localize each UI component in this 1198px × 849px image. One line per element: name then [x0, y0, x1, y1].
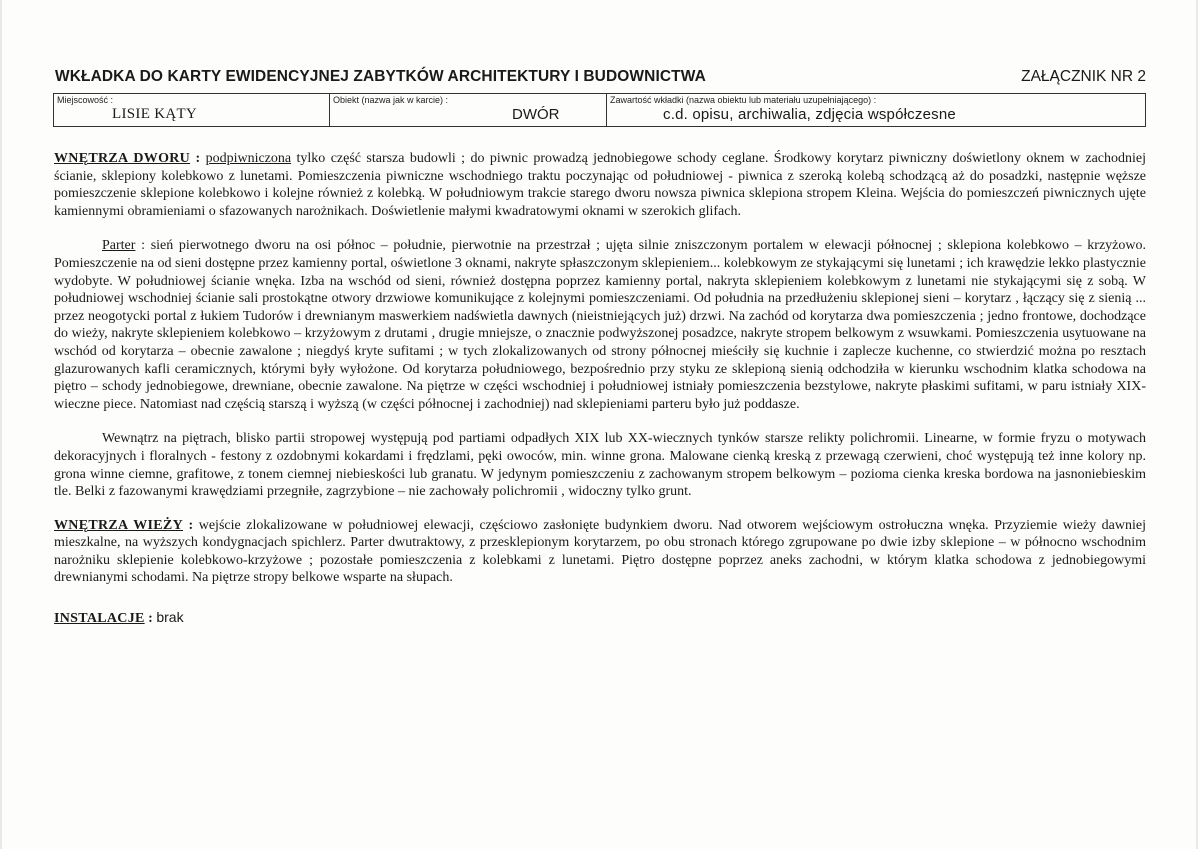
upper-floors-text: Wewnątrz na piętrach, blisko partii stropowej występują pod partiami odpadłych XIX lub XX-wiecznych tynków starsze relikty polichromii. Linearne, w formie fryzu o motywach dekoracyjnych i floralnych - festony z ozdobnymi kokardami i frędzlami, pęki owoców, min. winne grona. Malowane cienką kreską z przewagą czerwieni, choć występują też inne kolory np. grona winne ciemne, grafitowe, z tonem ciemnej niebieskości lub granatu. W jedynym pomieszczeniu z zachowanym stropem belkowym – pozioma cienka kreska bordowa na jasnoniebieskim tle. Belki z fazowanymi krawędziami przegniłe, zagrzybione – nie zachowały polichromii , widoczny tylko grunt.	[54, 431, 1146, 500]
header-fields	[53, 93, 1146, 127]
ground-floor-paragraph	[54, 237, 1146, 413]
installations-text: brak	[156, 609, 184, 626]
interiors-text: tylko część starsza budowli ; do piwnic prowadzą jednobiegowe schody ceglane. Środkowy korytarz piwniczny doświetlony oknem w zachodniej ścianie, sklepiony kolebkowo z lunetami. Pomieszczenia piwniczne wschodniego traktu poczynając od południowej - piwnica z szeroką kolebą schodzącą aż do posadzki, następnie węższe pomieszczenie sklepione kolebkowo i kolejne również z kolebką. W południowym trakcie starego dworu nowsza piwnica sklepiona stropem Kleina. Wejścia do pomieszczeń piwnicznych ujęte kamiennymi obramieniami o sfazowanych narożnikach. Doświetlenie małymi kwadratowymi oknami w szerokich glifach.	[54, 151, 1147, 219]
ground-floor-text: : sień pierwotnego dworu na osi północ – południe, pierwotnie na przestrzał ; ujęta silnie zniszczonym portalem w elewacji północnej ; sklepiona kolebkowo – krzyżowo. Pomieszczenie na od sieni dostępne przez kamienny portal, oświetlone 3 oknami, nakryte spłaszczonym sklepieniem... kolebkowym ze stykającymi się lunetami ; ich krawędzie lekko plastycznie wydobyte. W południowej ścianie wnęka. Izba na wschód od sieni, również dostępna poprzez kamienny portal, nakryta sklepieniem kolebkowym z lunetami nie stykającymi się z sobą. W południowej wschodniej ścianie sali prostokątne otwory drzwiowe komunikujące z kolejnymi pomieszczeniami. Od południa na przedłużeniu sklepionej sieni – korytarz , łączący się z sienią ... przez neogotycki portal z łukiem Tudorów i drewnianym maswerkiem nadświetla dawnych (nieistniejących już) drzwi. Na zachód od korytarza dwa pomieszczenia ; jedno frontowe, dochodzące do wieży, nakryte sklepieniem kolebkowo – krzyżowym z drutami , drugie mniejsze, o znacznie podwyższonej posadzce, nakryte stropem belkowym z wsuwkami. Pomieszczenia usytuowane na wschód od korytarza – obecnie zawalone ; niegdyś kryte sufitami ; w tych zlokalizowanych od strony północnej mieściły się kuchnie i zaplecze kuchenne, co stwierdzić można po resztach glazurowanych kafli ceramicznych, którymi były wyłożone. Od korytarza południowego, bezpośrednio przy styku ze sklepioną sienią odchodziła w kierunku wschodnim klatka schodowa na piętro – schody jednobiegowe, drewniane, obecnie zawalone. Na piętrze w części wschodniej i południowej istniały pomieszczenia bezstylowe, nakryte płaskimi sufitami, w paru istniały XIX-wieczne piece. Natomiast nad częścią starszą i wyższą (w części północnej i zachodniej) nad sklepieniami parteru było już poddasze.	[54, 238, 1147, 412]
content-value: c.d. opisu, archiwalia, zdjęcia współczesne	[663, 106, 956, 123]
locality-value: LISIE KĄTY	[112, 106, 198, 122]
installations-heading: INSTALACJE	[54, 611, 145, 627]
description-body	[54, 150, 1146, 628]
object-label: Obiekt (nazwa jak w karcie) :	[333, 95, 449, 105]
tower-heading: WNĘTRZA WIEŻY	[54, 517, 183, 533]
interiors-lead: podpiwniczona	[205, 151, 292, 166]
ground-floor-lead: Parter	[102, 238, 136, 254]
object-value: DWÓR	[512, 106, 560, 123]
object-field	[330, 94, 607, 126]
content-label: Zawartość wkładki (nazwa obiektu lub materiału uzupełniającego) :	[610, 95, 877, 105]
interiors-colon: :	[195, 151, 201, 166]
locality-field	[54, 94, 330, 126]
annex-label: ZAŁĄCZNIK NR 2	[1021, 68, 1146, 85]
tower-paragraph	[54, 517, 1146, 587]
interiors-paragraph	[54, 150, 1146, 220]
interiors-heading: WNĘTRZA DWORU	[54, 151, 191, 166]
upper-floors-paragraph	[54, 430, 1146, 500]
tower-text: wejście zlokalizowane w południowej elewacji, częściowo zasłonięte budynkiem dworu. Nad otworem wejściowym ostrołuczna wnęka. Przyziemie wieży dawniej mieszkalne, na wyższych kondygnacjach spichlerz. Parter dwutraktowy, z przesklepionym korytarzem, po obu stronach którego zgrupowane po dwie izby sklepione – w północno wschodnim narożniku sklepienie kolebkowo-krzyżowe ; pozostałe pomieszczenia z kolebkami z lunetami. Piętro dostępne poprzez aneks zachodni, w którym klatka schodowa z jednobiegowymi drewnianymi schodami. Na piętrze stropy belkowe wsparte na słupach.	[54, 517, 1146, 586]
installations-colon: :	[148, 611, 153, 627]
content-field	[607, 94, 1145, 126]
tower-colon: :	[188, 517, 194, 533]
installations-paragraph	[54, 609, 1146, 628]
locality-label: Miejscowość :	[57, 95, 114, 105]
card-title: WKŁADKA DO KARTY EWIDENCYJNEJ ZABYTKÓW ARCHITEKTURY I BUDOWNICTWA	[55, 68, 706, 85]
